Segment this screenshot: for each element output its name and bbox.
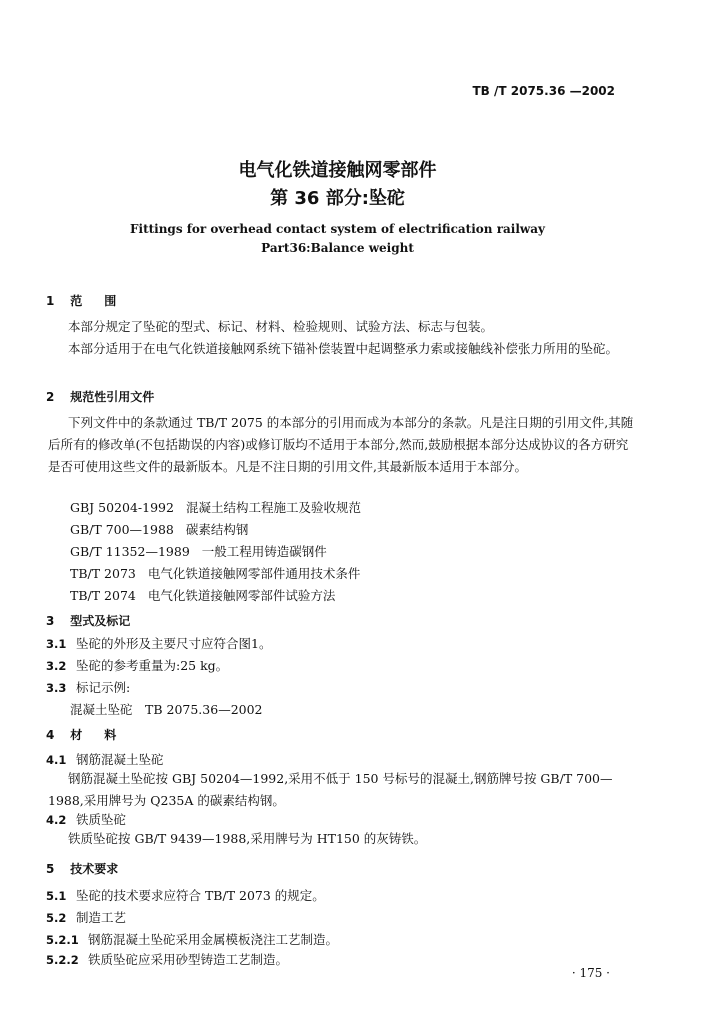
clause-5-1: 5.1 坠砣的技术要求应符合 TB/T 2073 的规定。 [46,888,325,903]
section-1-heading [46,292,138,309]
title-line-2: 第 36 部分:坠砣 [270,188,405,209]
english-title-line-2: Part36:Balance weight [261,241,414,255]
clause-4-1: 4.1 钢筋混凝土坠砣 [46,752,164,767]
clause-5-2-2: 5.2.2 铁质坠砣应采用砂型铸造工艺制造。 [46,952,289,967]
reference-item: GB/T 11352—1989 一般工程用铸造碳钢件 [70,544,327,559]
section-3-heading [46,612,130,629]
clause-5-2: 5.2 制造工艺 [46,910,127,925]
section-2-paragraph: 下列文件中的条款通过 TB/T 2075 的本部分的引用而成为本部分的条款。凡是注日期的引用文件,其随后所有的修改单(不包括勘误的内容)或修订版均不适用于本部分,然而,鼓励根据本部分达成协议的各方研究是否可使用这些文件的最新版本。凡是不注日期的引用文件,其最新版本适用于本部分。 [48,415,634,474]
section-title: 规范性引用文件 [70,390,155,404]
page-number: · 175 · [571,966,610,980]
clause-3-3: 3.3 标记示例: [46,680,131,695]
reference-item: GBJ 50204-1992 混凝土结构工程施工及验收规范 [70,500,361,515]
marking-example: 混凝土坠砣 TB 2075.36—2002 [70,702,263,717]
clause-3-1: 3.1 坠砣的外形及主要尺寸应符合图1。 [46,636,272,651]
section-title: 技术要求 [70,862,119,876]
reference-item: TB/T 2074 电气化铁道接触网零部件试验方法 [70,588,336,603]
clause-3-2: 3.2 坠砣的参考重量为:25 kg。 [46,658,229,673]
section-title: 范围 [70,294,139,308]
section-number: 2 [46,390,55,404]
section-number: 1 [46,294,55,308]
clause-4-2: 4.2 铁质坠砣 [46,812,127,827]
reference-item: GB/T 700—1988 碳素结构钢 [70,522,249,537]
section-title: 型式及标记 [70,614,131,628]
section-number: 5 [46,862,55,876]
section-4-heading [46,726,138,743]
section-number: 3 [46,614,55,628]
section-2-heading [46,388,154,405]
reference-item: TB/T 2073 电气化铁道接触网零部件通用技术条件 [70,566,361,581]
section-1-paragraph-2: 本部分适用于在电气化铁道接触网系统下锚补偿装置中起调整承力索或接触线补偿张力所用的坠砣。 [68,341,619,356]
section-title: 材料 [70,728,139,742]
clause-4-2-paragraph: 铁质坠砣按 GB/T 9439—1988,采用牌号为 HT150 的灰铸铁。 [68,831,427,846]
title-line-1: 电气化铁道接触网零部件 [238,160,437,181]
english-title-line-1: Fittings for overhead contact system of electrification railway [129,222,545,236]
clause-4-1-paragraph: 钢筋混凝土坠砣按 GBJ 50204—1992,采用不低于 150 号标号的混凝土,钢筋牌号按 GB/T 700—1988,采用牌号为 Q235A 的碳素结构钢。 [48,771,613,808]
section-1-paragraph-1: 本部分规定了坠砣的型式、标记、材料、检验规则、试验方法、标志与包装。 [68,319,494,334]
clause-5-2-1: 5.2.1 钢筋混凝土坠砣采用金属模板浇注工艺制造。 [46,932,339,947]
section-number: 4 [46,728,55,742]
section-5-heading [46,860,118,877]
standard-code: TB /T 2075.36 —2002 [472,84,615,98]
